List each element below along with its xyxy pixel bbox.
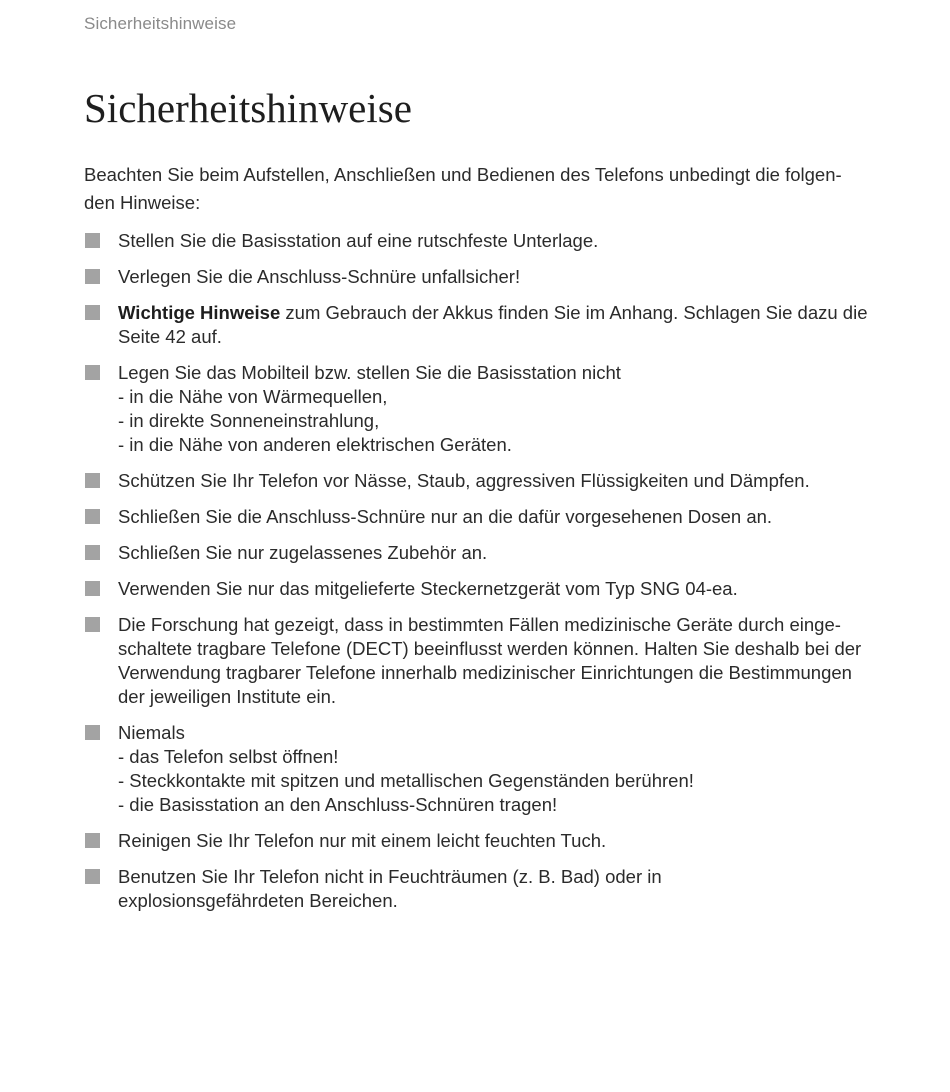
list-item — [84, 505, 884, 529]
intro-line: den Hinweise: — [84, 192, 201, 213]
note-text: Benutzen Sie Ihr Telefon nicht in Feuchträumen (z. B. Bad) oder in — [118, 866, 662, 887]
safety-notes-list — [84, 229, 884, 925]
list-item — [84, 721, 884, 817]
square-bullet-icon — [85, 509, 100, 524]
list-item — [84, 865, 884, 913]
note-text: Die Forschung hat gezeigt, dass in bestimmten Fällen medizinische Geräte durch einge- — [118, 614, 841, 635]
note-text: Legen Sie das Mobilteil bzw. stellen Sie die Basisstation nicht — [118, 362, 621, 383]
important-notes-emphasis: Wichtige Hinweise — [118, 302, 281, 323]
list-item — [84, 265, 884, 289]
note-text: Verwenden Sie nur das mitgelieferte Steckernetzgerät vom Typ SNG 04-ea. — [118, 578, 738, 599]
note-subline: - in direkte Sonneneinstrahlung, — [118, 410, 380, 431]
note-text-rest: zum Gebrauch der Akkus finden Sie im Anhang. Schlagen Sie dazu die Seite 42 auf. — [118, 302, 868, 347]
note-text: schaltete tragbare Telefone (DECT) beeinflusst werden können. Halten Sie deshalb bei der — [118, 638, 862, 659]
note-text: Schließen Sie nur zugelassenes Zubehör an. — [118, 542, 488, 563]
page-title: Sicherheitshinweise — [84, 85, 412, 131]
note-subline: - das Telefon selbst öffnen! — [118, 746, 339, 767]
square-bullet-icon — [85, 233, 100, 248]
square-bullet-icon — [85, 473, 100, 488]
list-item — [84, 541, 884, 565]
running-header: Sicherheitshinweise — [84, 14, 237, 33]
note-subline: - in die Nähe von Wärmequellen, — [118, 386, 388, 407]
note-text: Reinigen Sie Ihr Telefon nur mit einem leicht feuchten Tuch. — [118, 830, 607, 851]
note-subline: - die Basisstation an den Anschluss-Schnüren tragen! — [118, 794, 558, 815]
square-bullet-icon — [85, 869, 100, 884]
square-bullet-icon — [85, 365, 100, 380]
note-text — [118, 301, 884, 349]
intro-line: Beachten Sie beim Aufstellen, Anschließen und Bedienen des Telefons unbedingt die folgen- — [84, 164, 842, 185]
square-bullet-icon — [85, 581, 100, 596]
note-text: Schützen Sie Ihr Telefon vor Nässe, Staub, aggressiven Flüssigkeiten und Dämpfen. — [118, 470, 810, 491]
square-bullet-icon — [85, 305, 100, 320]
square-bullet-icon — [85, 545, 100, 560]
square-bullet-icon — [85, 833, 100, 848]
square-bullet-icon — [85, 725, 100, 740]
square-bullet-icon — [85, 269, 100, 284]
list-item — [84, 577, 884, 601]
square-bullet-icon — [85, 617, 100, 632]
intro-paragraph — [84, 161, 874, 217]
list-item — [84, 829, 884, 853]
note-text: explosionsgefährdeten Bereichen. — [118, 890, 398, 911]
note-subline: - Steckkontakte mit spitzen und metallischen Gegenständen berühren! — [118, 770, 694, 791]
note-text: Stellen Sie die Basisstation auf eine rutschfeste Unterlage. — [118, 230, 599, 251]
list-item — [84, 469, 884, 493]
note-text: Schließen Sie die Anschluss-Schnüre nur an die dafür vorgesehenen Dosen an. — [118, 506, 773, 527]
list-item — [84, 361, 884, 457]
note-text: Verwendung tragbarer Telefone innerhalb medizinischer Einrichtungen die Bestimmungen — [118, 662, 852, 683]
note-subline: - in die Nähe von anderen elektrischen Geräten. — [118, 434, 512, 455]
list-item — [84, 301, 884, 349]
list-item — [84, 229, 884, 253]
list-item — [84, 613, 884, 709]
note-text: Niemals — [118, 722, 185, 743]
note-text: Verlegen Sie die Anschluss-Schnüre unfallsicher! — [118, 266, 521, 287]
note-text: der jeweiligen Institute ein. — [118, 686, 337, 707]
